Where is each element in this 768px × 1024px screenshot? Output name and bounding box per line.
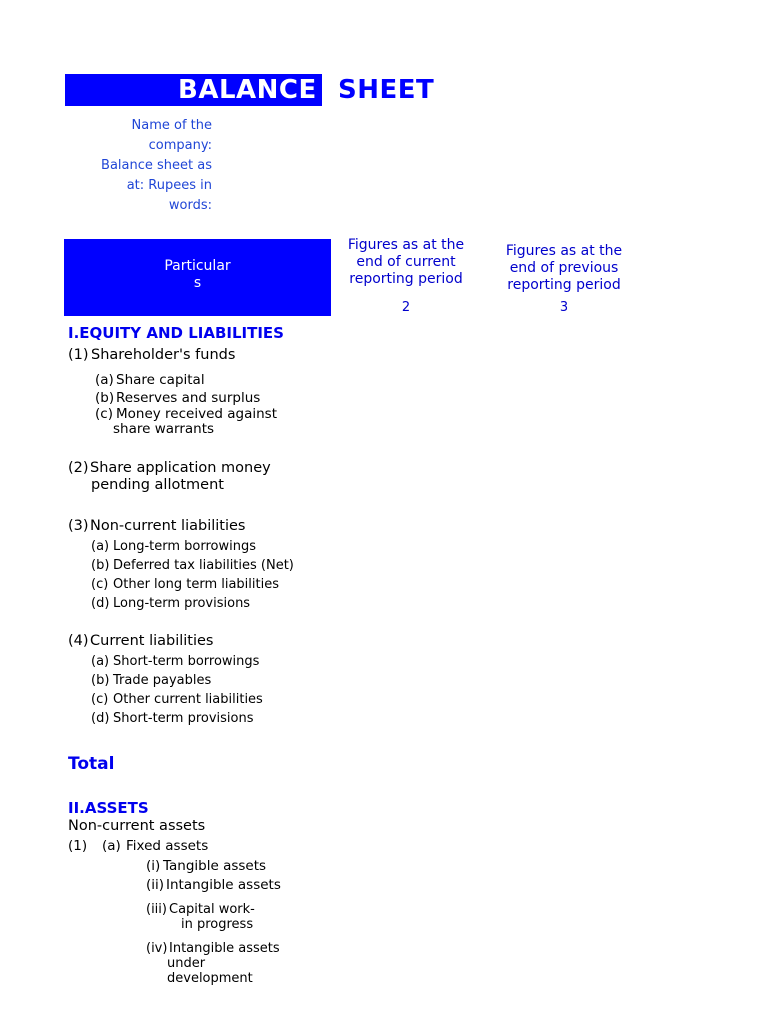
meta-line: words: bbox=[168, 198, 212, 213]
assets-heading: II.ASSETS bbox=[68, 799, 149, 817]
long-term-borrowings-num: (a) bbox=[91, 539, 110, 554]
particulars-line: s bbox=[193, 275, 202, 291]
intangible-dev-num: (iv) bbox=[146, 941, 168, 956]
header-line: end of current bbox=[356, 254, 456, 270]
long-term-provisions-num: (d) bbox=[91, 596, 110, 611]
deferred-tax-num: (b) bbox=[91, 558, 110, 573]
total-label: Total bbox=[68, 754, 115, 774]
tangible-assets-num: (i) bbox=[146, 858, 161, 874]
trade-payables-num: (b) bbox=[91, 673, 110, 688]
meta-line: at: Rupees in bbox=[126, 178, 212, 193]
share-capital-label: Share capital bbox=[116, 372, 205, 388]
current-liabilities-num: (4) bbox=[68, 633, 89, 649]
non-current-liabilities-num: (3) bbox=[68, 518, 89, 534]
fixed-assets-num: (1) bbox=[68, 838, 88, 854]
meta-line: Name of the bbox=[131, 118, 212, 133]
share-warrants-num: (c) bbox=[95, 406, 113, 422]
other-long-term-label: Other long term liabilities bbox=[113, 577, 279, 592]
other-current-liabilities-label: Other current liabilities bbox=[113, 692, 263, 707]
header-line: Figures as at the bbox=[347, 237, 465, 253]
capital-wip-num: (iii) bbox=[146, 902, 167, 917]
equity-liabilities-heading: I.EQUITY AND LIABILITIES bbox=[68, 324, 284, 342]
current-period-header bbox=[336, 237, 476, 288]
intangible-assets-label: Intangible assets bbox=[166, 877, 281, 893]
reserves-surplus-label: Reserves and surplus bbox=[116, 390, 261, 406]
tangible-assets-label: Tangible assets bbox=[163, 858, 267, 874]
particulars-header bbox=[64, 258, 331, 292]
current-period-number: 2 bbox=[401, 300, 411, 315]
deferred-tax-label: Deferred tax liabilities (Net) bbox=[113, 558, 294, 573]
short-term-borrowings-num: (a) bbox=[91, 654, 110, 669]
meta-line: Balance sheet as bbox=[101, 158, 212, 173]
header-line: reporting period bbox=[349, 271, 463, 287]
shareholders-funds-num: (1) bbox=[68, 347, 89, 363]
share-application-label-1: Share application money bbox=[90, 460, 271, 476]
previous-period-number: 3 bbox=[559, 300, 569, 315]
header-line: end of previous bbox=[509, 260, 619, 276]
meta-line: company: bbox=[148, 138, 212, 153]
shareholders-funds-label: Shareholder's funds bbox=[91, 347, 236, 363]
title-sheet: SHEET bbox=[338, 75, 435, 105]
particulars-line: Particular bbox=[164, 258, 231, 274]
header-line: Figures as at the bbox=[505, 243, 623, 259]
other-current-liabilities-num: (c) bbox=[91, 692, 109, 707]
fixed-assets-label: Fixed assets bbox=[126, 838, 209, 854]
share-capital-num: (a) bbox=[95, 372, 114, 388]
intangible-dev-label-1: Intangible assets bbox=[169, 941, 280, 956]
fixed-assets-sub-num: (a) bbox=[102, 838, 121, 854]
intangible-assets-num: (ii) bbox=[146, 877, 165, 893]
long-term-borrowings-label: Long-term borrowings bbox=[113, 539, 256, 554]
current-liabilities-label: Current liabilities bbox=[90, 633, 214, 649]
header-line: reporting period bbox=[507, 277, 621, 293]
short-term-provisions-label: Short-term provisions bbox=[113, 711, 254, 726]
share-application-num: (2) bbox=[68, 460, 89, 476]
other-long-term-num: (c) bbox=[91, 577, 109, 592]
capital-wip-label-2: in progress bbox=[181, 917, 254, 932]
reserves-surplus-num: (b) bbox=[95, 390, 115, 406]
non-current-assets-label: Non-current assets bbox=[68, 818, 206, 834]
share-warrants-label-1: Money received against bbox=[116, 406, 277, 422]
title-balance: BALANCE bbox=[178, 75, 317, 105]
intangible-dev-label-2: under bbox=[167, 956, 206, 971]
trade-payables-label: Trade payables bbox=[113, 673, 212, 688]
previous-period-header bbox=[494, 243, 634, 294]
short-term-provisions-num: (d) bbox=[91, 711, 110, 726]
share-warrants-label-2: share warrants bbox=[113, 421, 215, 437]
long-term-provisions-label: Long-term provisions bbox=[113, 596, 251, 611]
capital-wip-label-1: Capital work- bbox=[169, 902, 255, 917]
intangible-dev-label-3: development bbox=[167, 971, 253, 986]
short-term-borrowings-label: Short-term borrowings bbox=[113, 654, 260, 669]
share-application-label-2: pending allotment bbox=[91, 477, 224, 493]
company-meta bbox=[60, 116, 212, 216]
non-current-liabilities-label: Non-current liabilities bbox=[90, 518, 246, 534]
